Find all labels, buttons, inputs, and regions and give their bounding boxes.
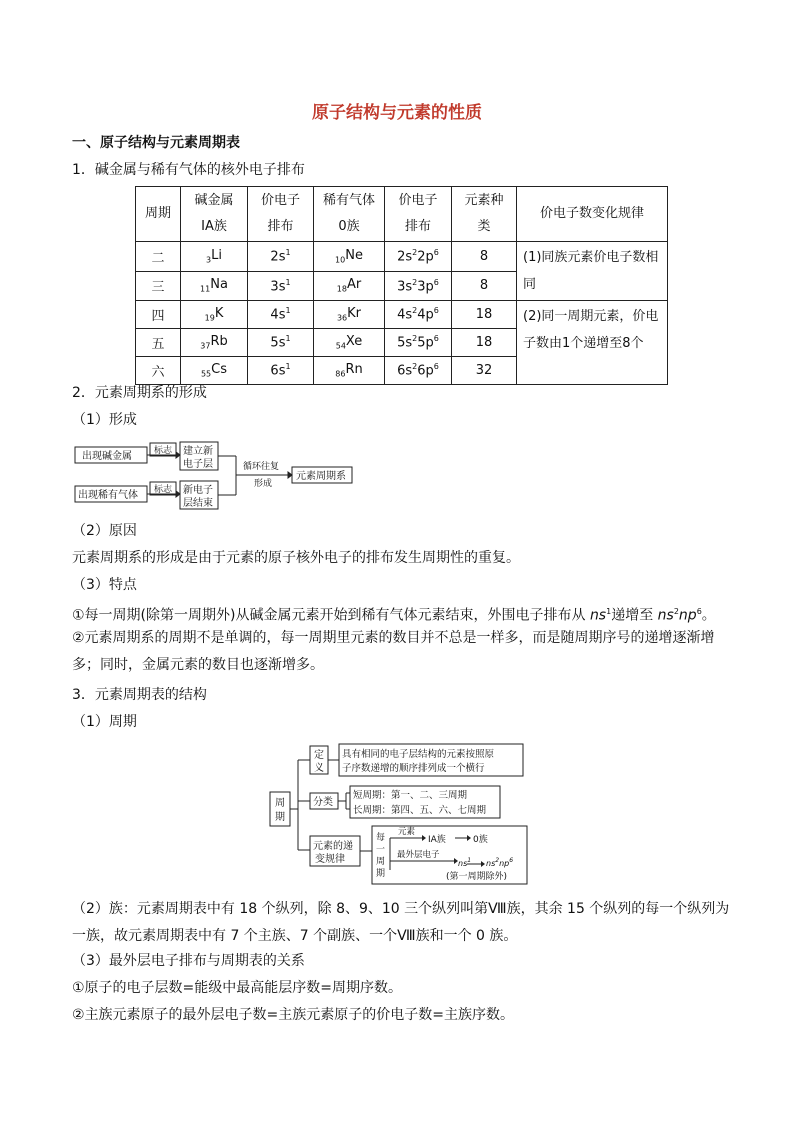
diagram-text: 建立新 [183, 446, 213, 457]
box-class [310, 793, 338, 809]
subheading-2-1: （1）形成 [72, 412, 137, 428]
diagram-text: 义 [314, 763, 324, 774]
page-title: 原子结构与元素的性质 [312, 103, 482, 123]
diagram-text: 出现稀有气体 [78, 490, 138, 501]
table-header-cell: 价电子数变化规律 [517, 187, 668, 242]
diagram-text: $ns^2np^6$ [486, 857, 514, 868]
diagram-text: 定 [314, 750, 324, 761]
table-header-cell: 稀有气体 0族 [314, 187, 385, 242]
diagram-text: 标志 [154, 446, 173, 456]
diagram-text: 一 [376, 845, 386, 855]
diagram-text: 短周期：第一、二、三周期 [353, 790, 468, 801]
table-header-cell: 碱金属 ⅠA族 [181, 187, 248, 242]
diagram-text: 具有相同的电子层结构的元素按照原 [342, 749, 495, 760]
subheading-1: 1．碱金属与稀有气体的核外电子排布 [72, 162, 305, 178]
diagram-text: 最外层电子 [397, 850, 440, 860]
relation-1: ①原子的电子层数=能级中最高能层序数=周期序数。 [72, 980, 403, 996]
reason-text: 元素周期系的形成是由于元素的原子核外电子的排布发生周期性的重复。 [72, 550, 520, 566]
diagram-text: 长周期：第四、五、六、七周期 [353, 805, 487, 816]
subheading-2: 2．元素周期系的形成 [72, 385, 207, 401]
diagram-text: $ns^1$ [458, 857, 472, 868]
subheading-3-3: （3）最外层电子排布与周期表的关系 [72, 953, 305, 969]
label-sign-2-box [150, 482, 176, 495]
rule-cell-2: (2)同一周期元素，价电子数由1个递增至8个 [517, 301, 668, 385]
box-law-detail [372, 826, 527, 884]
section-heading-1: 一、原子结构与元素周期表 [72, 135, 240, 151]
table-header-row [136, 187, 668, 242]
diagram-text: 元素的递 [313, 841, 353, 852]
diagram-text: 周 [376, 857, 386, 867]
diagram-text: 出现碱金属 [82, 451, 132, 462]
box-alkali [75, 447, 147, 463]
table-row: 五 $_{37}$Rb $5s^1$ $_{54}$Xe $5s^25p^6$ 18 [136, 329, 668, 357]
table-row: 三 $_{11}$Na $3s^1$ $_{18}$Ar $3s^23p^6$ 8 [136, 271, 668, 301]
box-noble [75, 486, 147, 502]
diagram-text: 元素 [398, 827, 416, 837]
feature-1: ①每一周期(除第一周期外)从碱金属元素开始到稀有气体元素结束，外围电子排布从 $ns^1$递增至 $ns^2np^6$。 [72, 607, 716, 624]
groups-paragraph: （2）族：元素周期表中有 18 个纵列，除 8、9、10 三个纵列叫第Ⅷ族，其余 15 个纵列的每一个纵列为一族，故元素周期表中有 7 个主族、7 个副族、一个Ⅷ族和一个 0 族。 [72, 901, 730, 944]
diagram-text: 标志 [154, 485, 173, 495]
table-row: 二 $_3$Li $2s^1$ $_{10}$Ne $2s^22p^6$ 8 (1)同族元素价电子数相同 [136, 242, 668, 272]
table-header-cell: 价电子 排布 [385, 187, 452, 242]
diagram-text: 新电子 [183, 485, 213, 496]
table-row: 四 $_{19}$K $4s^1$ $_{36}$Kr $4s^24p^6$ 18 (2)同一周期元素，价电子数由1个递增至8个 [136, 301, 668, 329]
diagram-text: 周 [275, 798, 285, 809]
box-layer-end [180, 481, 218, 509]
box-law [310, 836, 360, 866]
box-new-layer [180, 442, 218, 470]
table-header-cell: 元素种 类 [452, 187, 517, 242]
diagram-text: 变规律 [315, 854, 345, 865]
table-header-cell: 价电子 排布 [248, 187, 314, 242]
diagram-text: (第一周期除外) [446, 872, 508, 882]
subheading-3-1: （1）周期 [72, 714, 137, 730]
diagram-text: 每 [376, 833, 386, 843]
table-header-cell: 周期 [136, 187, 181, 242]
diagram-text: 循环往复 [243, 462, 280, 472]
diagram-text: 电子层 [183, 459, 213, 470]
box-def [310, 746, 328, 774]
diagram-text: 分类 [313, 797, 333, 808]
box-def-text [339, 744, 523, 776]
diagram-text: 0族 [473, 835, 488, 845]
diagram-text: 元素周期系 [296, 471, 346, 482]
feature-2: ②元素周期系的周期不是单调的，每一周期里元素的数目并不总是一样多，而是随周期序号的递增逐渐增多；同时，金属元素的数目也逐渐增多。 [72, 630, 715, 673]
subheading-3: 3．元素周期表的结构 [72, 687, 207, 703]
diagram-text: 形成 [254, 479, 273, 489]
box-system [292, 467, 352, 483]
box-root [270, 792, 290, 826]
diagram-text: 期 [376, 869, 386, 879]
subheading-2-3: （3）特点 [72, 577, 137, 593]
subheading-2-2: （2）原因 [72, 523, 137, 539]
electron-config-table [135, 186, 668, 385]
diagram-text: 层结束 [183, 498, 213, 509]
box-class-text [350, 786, 500, 818]
diagram-text: 子序数递增的顺序排列成一个横行 [342, 763, 485, 774]
label-sign-1-box [150, 443, 176, 456]
diagram-text: 期 [275, 812, 285, 823]
diagram-text: ⅠA族 [428, 835, 446, 845]
rule-cell-1: (1)同族元素价电子数相同 [517, 242, 668, 301]
relation-2: ②主族元素原子的最外层电子数=主族元素原子的价电子数=主族序数。 [72, 1007, 515, 1023]
table-row: 六 $_{55}$Cs $6s^1$ $_{86}$Rn $6s^26p^6$ 32 [136, 357, 668, 385]
